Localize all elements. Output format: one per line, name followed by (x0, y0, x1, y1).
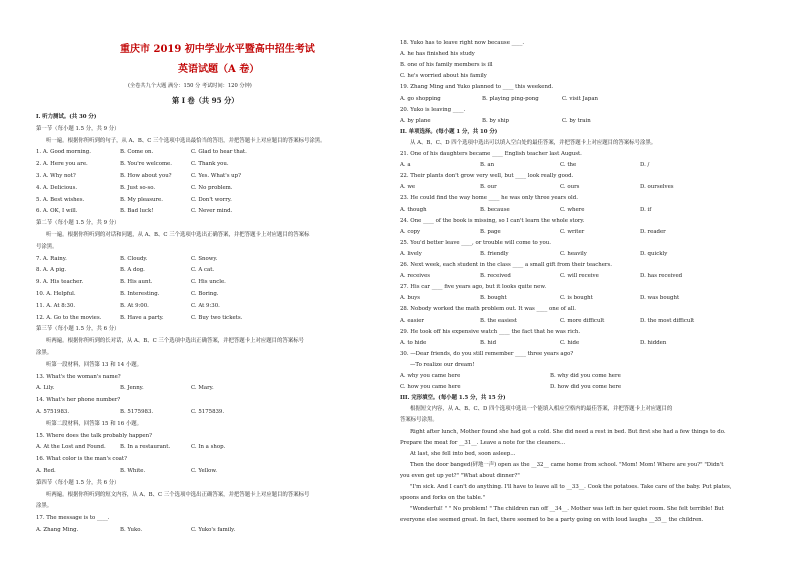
answer-option: D. ourselves (640, 184, 674, 191)
answer-option: C. Yellow. (191, 468, 218, 474)
answer-option: 7. A. Rainy. (36, 255, 67, 262)
answer-option: A. buys (400, 295, 421, 302)
text-line: C. he's worried about his family (400, 73, 487, 80)
answer-option: B. Bad luck! (120, 208, 154, 215)
answer-option: B. Jenny. (120, 385, 144, 392)
answer-option: C. where (560, 206, 585, 213)
answer-option: D. reader (640, 228, 666, 235)
text-line: 听第一段材料，回答第 13 和 14 小题。 (46, 361, 143, 368)
answer-option: D. hidden (640, 339, 667, 346)
text-line: 号涂黑。 (36, 243, 58, 250)
answer-option: B. because (480, 206, 510, 213)
answer-option: 8. A. A pig. (36, 267, 67, 274)
text-line: 答案标号涂黑。 (400, 417, 438, 424)
answer-option: B. the easiest (480, 317, 517, 324)
answer-option: A. Lily. (36, 385, 55, 392)
answer-option: B. Yuko. (120, 527, 143, 533)
exam-title: 重庆市 2019 初中学业水平暨高中招生考试 (120, 44, 315, 55)
answer-option: D. has received (640, 273, 683, 280)
text-line: 22. Their plants don't grow very well, but ____ look really good. (400, 173, 574, 180)
answer-option: C. more difficult (560, 317, 605, 324)
text-line: 20. Yuko is leaving ____. (400, 106, 466, 113)
text-line: 29. He took off his expensive watch ____ the fact that he was rich. (400, 328, 581, 335)
text-line: 听两遍。根据你所听到的短文内容，从 A、B、C 三个选项中选出正确答案，并把答题卡上对应题目的答案标号 (46, 491, 310, 498)
text-line: A. he has finished his study (400, 51, 475, 58)
text-line: 26. Next week, each student in the class ____ a small gift from their teachers. (400, 262, 612, 268)
answer-option: A. though (400, 206, 427, 213)
text-line: Right after lunch, Mother found she had got a cold. She did need a rest in bed. But first she had a few things to do. (410, 428, 726, 435)
answer-option: D. if (640, 206, 652, 213)
answer-option: B. page (480, 228, 501, 235)
answer-option: A. Red. (36, 468, 56, 474)
text-line: 14. What's her phone number? (36, 397, 121, 404)
answer-option: A. we (400, 184, 416, 191)
text-line: —To realize our dream! (410, 361, 475, 368)
answer-option: C. Buy two tickets. (191, 314, 243, 321)
answer-option: C. Never mind. (191, 208, 233, 215)
answer-option: B. friendly (480, 250, 509, 257)
text-line: 听两遍。根据你所听到的长对话，从 A、B、C 三个选项中选出正确答案，并把答题卡上对应题目的答案标号 (46, 338, 304, 345)
text-line: Then the door banged(砰地一声) open as the __32__ came home from school. "Mom! Mom! Where are you?" "Didn't (410, 461, 724, 468)
text-line: 30. —Dear friends, do you still remember ____ three years ago? (400, 350, 574, 357)
answer-option: B. why did you come here (550, 373, 621, 379)
answer-option: 9. A. His teacher. (36, 279, 84, 286)
answer-option: B. Just so-so. (120, 184, 156, 191)
text-line: 27. His car ____ five years ago, but it looks quite new. (400, 284, 547, 291)
answer-option: B. His aunt. (120, 279, 153, 286)
answer-option: C. Yuko's family. (191, 527, 236, 533)
answer-option: B. My pleasure. (120, 196, 163, 203)
text-line: I. 听力测试。(共 30 分) (36, 114, 97, 120)
exam-subtitle: 英语试题（A 卷） (178, 64, 260, 75)
answer-option: 5. A. Best wishes. (36, 196, 85, 203)
answer-option: B. At 9:00. (120, 302, 149, 309)
answer-option: C. His uncle. (191, 279, 226, 286)
answer-option: A. by plane (400, 117, 431, 124)
text-line: At last, she fell into bed, soon asleep... (410, 450, 516, 457)
text-line: 听一遍。根据你所听到的对话和问题，从 A、B、C 三个选项中选出正确答案，并把答题卡上对应题目的答案标 (46, 232, 310, 238)
answer-option: B. by ship (482, 117, 510, 124)
answer-option: A. to hide (400, 339, 427, 346)
text-line: "Wonderful! " " No problem! " The children ran off __34__. Mother was left in her quiet room. She felt terrible! But (410, 506, 724, 513)
part-one-heading: 第 I 卷（共 95 分） (172, 96, 239, 105)
answer-option: B. A dog. (120, 267, 145, 274)
answer-option: 4. A. Delicious. (36, 184, 78, 191)
text-line: 23. He could find the way home ____ he was only three years old. (400, 195, 578, 202)
exam-info: (全卷共九个大题 满分：150 分 考试时间：120 分钟) (128, 83, 252, 89)
text-line: Prepare the meat for __31__. Leave a note for the cleaners... (400, 439, 566, 446)
answer-option: C. 5175839. (191, 409, 225, 415)
text-line: 根据短文内容，从 A、B、C、D 四个选项中选出一个能填入相应空格内的最佳答案，并把答题卡上对应题目的 (410, 406, 673, 413)
answer-option: C. heavily (560, 250, 587, 257)
answer-option: 10. A. Helpful. (36, 291, 76, 297)
text-line: "I'm sick. And I can't do anything. I'll have to leave all to __33__. Cook the potatoes. Take care of the baby. Put plates, (410, 484, 732, 490)
answer-option: C. Don't worry. (191, 196, 232, 203)
answer-option: B. In a restaurant. (120, 444, 171, 451)
answer-option: B. White. (120, 468, 146, 474)
answer-option: A. 5751983. (36, 409, 70, 415)
answer-option: A. Zhang Ming. (36, 527, 79, 533)
answer-option: C. Yes. What's up? (191, 173, 241, 179)
text-line: 听第二段材料，回答第 15 和 16 小题。 (46, 420, 143, 427)
answer-option: D. the most difficult (640, 317, 695, 324)
answer-option: C. the (560, 162, 577, 169)
text-line: 第二节（每小题 1.5 分，共 9 分） (36, 220, 120, 227)
text-line: 15. Where does the talk probably happen? (36, 432, 152, 439)
answer-option: B. Come on. (120, 149, 154, 156)
answer-option: C. In a shop. (191, 444, 226, 451)
answer-option: C. hide (560, 339, 580, 346)
answer-option: C. ours (560, 184, 580, 191)
text-line: B. one of his family members is ill (400, 62, 493, 69)
answer-option: B. How about you? (120, 173, 172, 179)
answer-option: D. / (640, 162, 650, 169)
answer-option: B. Cloudy. (120, 255, 148, 262)
answer-option: A. receives (400, 273, 431, 280)
answer-option: 11. A. At 8:30. (36, 302, 76, 309)
text-line: 从 A、B、C、D 四个选项中选出可以填入空白处的最佳答案，并把答题卡上对应题目的答案标号涂黑。 (410, 139, 657, 146)
answer-option: C. No problem. (191, 184, 233, 191)
answer-option: 1. A. Good morning. (36, 149, 91, 156)
text-line: 13. What's the woman's name? (36, 373, 121, 380)
answer-option: B. playing ping-pong (482, 95, 539, 102)
answer-option: C. Boring. (191, 291, 219, 297)
text-line: 第一节（每小题 1.5 分，共 9 分） (36, 125, 120, 132)
answer-option: 6. A. OK, I will. (36, 208, 78, 215)
answer-option: D. how did you come here (550, 384, 622, 391)
answer-option: D. was bought (640, 295, 680, 302)
answer-option: B. an (480, 162, 495, 169)
text-line: 18. Yuko has to leave right now because ____. (400, 40, 525, 46)
text-line: 17. The message is to ____. (36, 515, 110, 522)
answer-option: B. 5175983. (120, 409, 154, 415)
answer-option: B. our (480, 184, 497, 191)
text-line: 涂黑。 (36, 503, 53, 510)
answer-option: C. Mary. (191, 385, 214, 392)
answer-option: B. Interesting. (120, 291, 160, 297)
answer-option: B. You're welcome. (120, 161, 172, 168)
answer-option: C. is bought (560, 295, 593, 302)
answer-option: C. A cat. (191, 267, 215, 274)
text-line: II. 单项选择。(每小题 1 分，共 10 分) (400, 128, 498, 135)
answer-option: A. a (400, 162, 411, 169)
answer-option: A. why you came here (400, 373, 461, 379)
text-line: 第三节（每小题 1.5 分，共 6 分） (36, 326, 120, 333)
answer-option: C. Thank you. (191, 161, 229, 168)
answer-option: B. Have a party. (120, 314, 164, 321)
answer-option: C. visit Japan (562, 95, 599, 102)
answer-option: B. received (480, 273, 511, 280)
answer-option: 2. A. Here you are. (36, 161, 88, 168)
text-line: 涂黑。 (36, 350, 53, 356)
text-line: 28. Nobody worked the math problem out. It was ____ one of all. (400, 306, 576, 313)
answer-option: D. quickly (640, 250, 668, 257)
answer-option: C. Glad to hear that. (191, 149, 247, 156)
text-line: 16. What color is the man's coat? (36, 456, 127, 463)
answer-option: A. easier (400, 317, 424, 324)
text-line: spoons and forks on the table." (400, 495, 485, 502)
answer-option: A. go shopping (400, 95, 441, 102)
text-line: III. 完形填空。(每小题 1.5 分，共 15 分) (400, 395, 506, 402)
answer-option: C. At 9:30. (191, 302, 220, 309)
answer-option: C. writer (560, 228, 585, 235)
text-line: 24. One ____ of the book is missing, so I can't learn the whole story. (400, 217, 585, 224)
answer-option: A. At the Lost and Found. (36, 444, 106, 451)
answer-option: B. bought (480, 295, 507, 302)
text-line: everyone else seemed great. In fact, there seemed to be a party going on with loud laughs __35__ the children. (400, 517, 704, 524)
answer-option: 12. A. Go to the movies. (36, 314, 102, 321)
answer-option: C. Snowy. (191, 255, 218, 262)
text-line: 第四节（每小题 1.5 分，共 6 分） (36, 479, 120, 486)
answer-option: C. how you came here (400, 384, 461, 391)
answer-option: A. lively (400, 250, 422, 257)
text-line: 19. Zhang Ming and Yuko planned to ____ this weekend. (400, 84, 554, 91)
answer-option: A. copy (400, 228, 421, 235)
answer-option: C. by train (562, 117, 591, 124)
text-line: 听一遍。根据你所听到的句子，从 A、B、C 三个选项中选出最恰当的答语，并把答题卡上对应题目的答案标号涂黑。 (46, 137, 326, 144)
answer-option: B. hid (480, 339, 497, 346)
text-line: 21. One of his daughters became ____ English teacher last August. (400, 151, 582, 157)
answer-option: C. will receive (560, 273, 599, 280)
text-line: 25. You'd better leave ____, or trouble will come to you. (400, 239, 551, 246)
answer-option: 3. A. Why not? (36, 173, 76, 179)
text-line: you even get up yet?" "What about dinner?" (400, 472, 520, 479)
